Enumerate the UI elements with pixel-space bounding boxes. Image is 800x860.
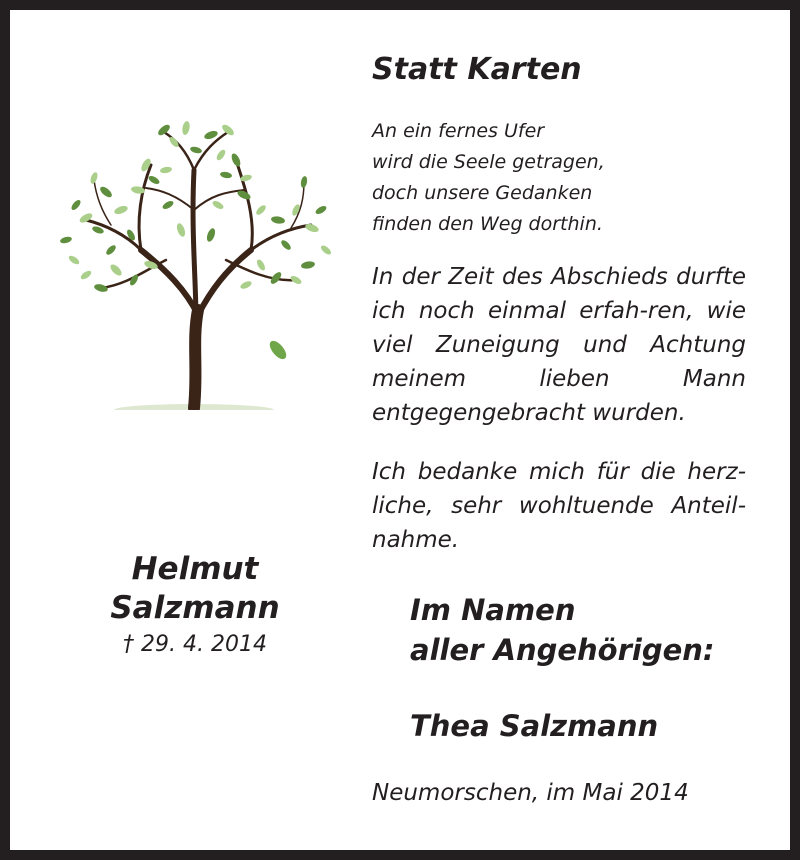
deceased-last-name: Salzmann	[110, 590, 280, 626]
page-title: Statt Karten	[372, 52, 582, 87]
signature-line-1: Im Namen	[410, 593, 576, 627]
signature-name: Thea Salzmann	[410, 709, 659, 743]
notice-content	[10, 10, 790, 850]
tree-icon	[46, 110, 336, 410]
poem	[372, 116, 752, 240]
deceased-first-name: Helmut	[131, 551, 259, 587]
poem-line: An ein fernes Ufer	[372, 120, 545, 142]
place-date: Neumorschen, im Mai 2014	[372, 780, 689, 806]
poem-line: finden den Weg dorthin.	[372, 213, 603, 235]
death-date: † 29. 4. 2014	[123, 632, 267, 657]
poem-line: doch unsere Gedanken	[372, 182, 593, 204]
poem-line: wird die Seele getragen,	[372, 151, 605, 173]
thanks-paragraph-2: Ich bedanke mich für die herz-liche, sehr wohltuende Anteil-nahme.	[372, 459, 746, 553]
signature-line-2: aller Angehörigen:	[410, 633, 715, 667]
thanks-paragraph-1: In der Zeit des Abschieds durfte ich noch einmal erfah-ren, wie viel Zuneigung und Achtung meinem lieben Mann entgegengebracht wurden.	[372, 264, 746, 426]
